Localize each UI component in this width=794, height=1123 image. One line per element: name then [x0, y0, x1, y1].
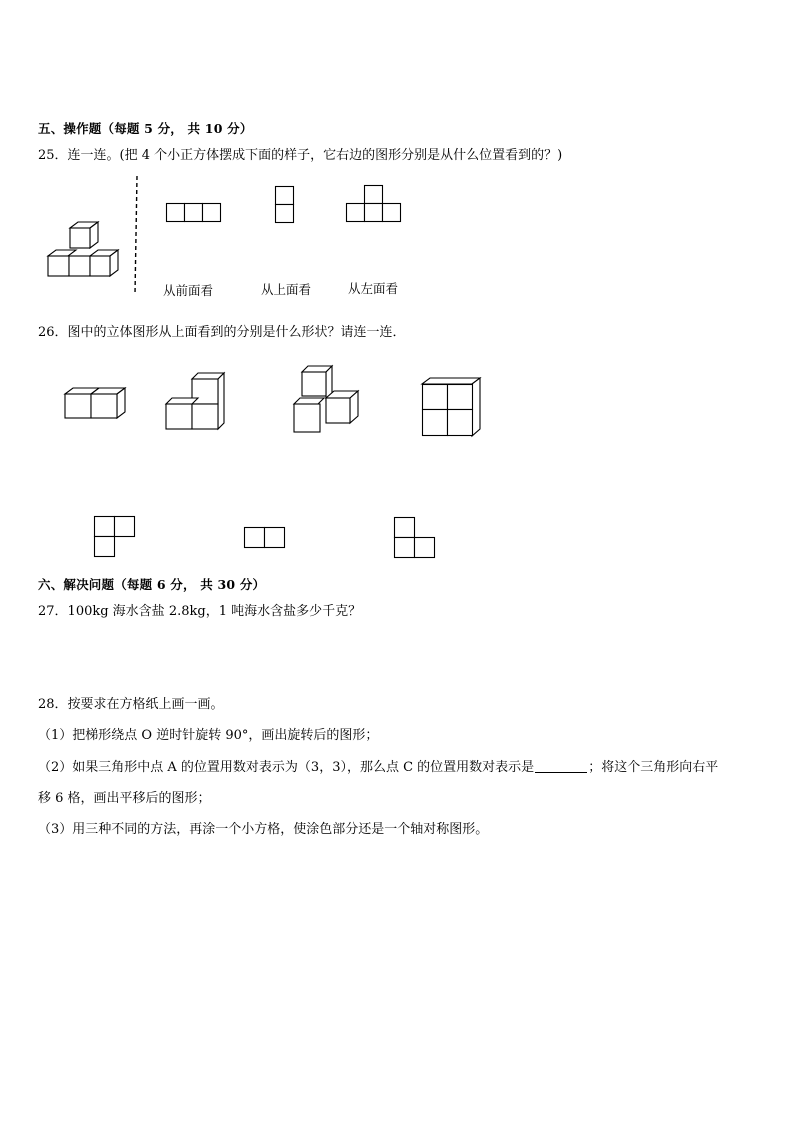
- question-27-text: 27．100kg 海水含盐 2.8kg，1 吨海水含盐多少千克？: [38, 604, 362, 619]
- question-28-part1: （1）把梯形绕点 O 逆时针旋转 90°，画出旋转后的图形；: [38, 728, 379, 743]
- section6-heading: 六、解决问题（每题 6 分， 共 30 分）: [38, 577, 266, 592]
- q25-divider: [134, 176, 140, 296]
- q25-view-two-stacked: [275, 186, 295, 224]
- question-28-part2-continued: 移 6 格，画出平移后的图形；: [38, 791, 211, 806]
- q26-solid-c: [292, 364, 362, 434]
- q28-part2-before: （2）如果三角形中点 A 的位置用数对表示为（3，3），那么点 C 的位置用数对表示是: [38, 760, 535, 775]
- question-26-text: 26．图中的立体图形从上面看到的分别是什么形状？请连一连．: [38, 325, 406, 340]
- q26-view-two-in-row: [244, 527, 286, 549]
- q26-view-l-shape-right: [94, 516, 136, 558]
- q28-part2-after: ；将这个三角形向右平: [588, 760, 719, 775]
- q25-caption-top: 从上面看: [261, 282, 312, 297]
- q25-caption-left: 从左面看: [348, 281, 399, 296]
- question-28-part3: （3）用三种不同的方法，再涂一个小方格，使涂色部分还是一个轴对称图形。: [38, 822, 489, 837]
- q26-view-l-shape-bottom: [394, 517, 436, 559]
- answer-blank[interactable]: [535, 760, 587, 773]
- q26-solid-d: [422, 378, 484, 440]
- question-28-title: 28．按要求在方格纸上画一画。: [38, 697, 224, 712]
- q26-solid-b: [166, 371, 226, 433]
- question-25-text: 25．连一连。(把 4 个小正方体摆成下面的样子，它右边的图形分别是从什么位置看到的？): [38, 148, 563, 163]
- q25-view-three-in-row: [166, 203, 222, 223]
- question-28-part2: [38, 760, 718, 776]
- q26-solid-a: [64, 384, 128, 430]
- q25-view-t-shape: [346, 185, 402, 223]
- section5-heading: 五、操作题（每题 5 分， 共 10 分）: [38, 121, 253, 136]
- q25-cube-solid: [40, 218, 130, 288]
- q25-caption-front: 从前面看: [163, 283, 214, 298]
